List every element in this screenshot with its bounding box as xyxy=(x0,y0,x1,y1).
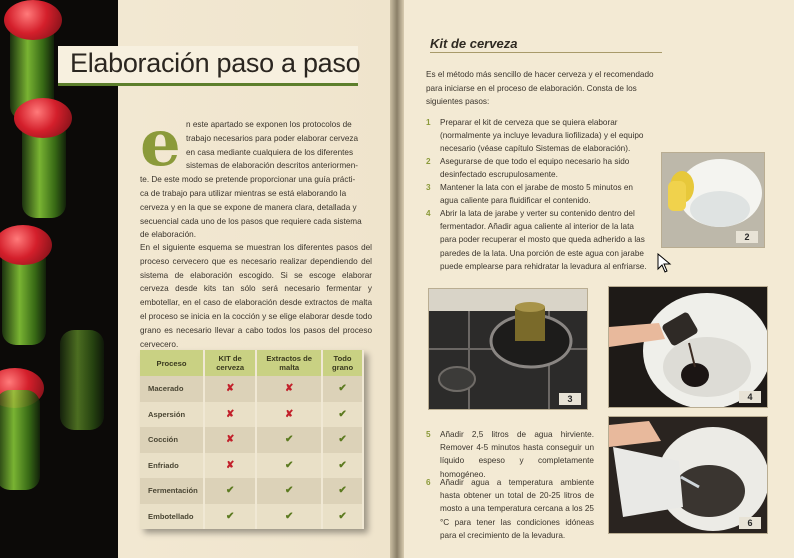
intro-line: cerveza y en la que se expone de manera clara, detallada y xyxy=(140,202,357,212)
page-title: Elaboración paso a paso xyxy=(70,48,361,78)
check-icon: ✔ xyxy=(284,434,294,446)
check-icon: ✔ xyxy=(338,510,347,522)
table-row xyxy=(140,427,363,453)
intro-line: sistemas de elaboración descritos anteriormen- xyxy=(186,161,359,171)
left-page xyxy=(0,0,395,558)
table-cell xyxy=(322,504,363,530)
step-number: 3 xyxy=(426,183,431,192)
step-number: 2 xyxy=(426,157,431,166)
step-text: Añadir 2,5 litros de agua hirviente. Remover 4-5 minutos hasta conseguir un líquido espeso y completamente homogéneo. xyxy=(440,430,594,479)
step-number: 5 xyxy=(426,430,431,439)
section-title: Kit de cerveza xyxy=(430,36,518,51)
table-row xyxy=(140,376,363,402)
table-cell xyxy=(204,453,256,479)
process-name: Embotellado xyxy=(140,504,204,530)
check-icon: ✔ xyxy=(284,459,294,471)
photo-number: 4 xyxy=(739,391,761,403)
table-header: Proceso xyxy=(140,350,204,376)
intro-line: n este apartado se exponen los protocolos de xyxy=(186,120,352,129)
step-text: Abrir la lata de jarabe y verter su contenido dentro del fermentador. Añadir agua caliente al interior de la lata para poder recuperar el mosto que queda adherido a las paredes de la lata. Una porción de este agua con jarabe puede emplearse para rehidratar la levadura al enfriarse. xyxy=(440,209,647,271)
right-page xyxy=(404,0,794,558)
table-cell xyxy=(256,402,322,428)
check-icon: ✔ xyxy=(338,408,347,420)
step-number: 1 xyxy=(426,118,431,127)
photo-pot-on-stove xyxy=(428,288,588,410)
book-gutter xyxy=(390,0,404,558)
process-table xyxy=(140,350,364,529)
table-row xyxy=(140,478,363,504)
step-item xyxy=(426,428,594,481)
cross-icon: ✘ xyxy=(225,383,235,395)
check-icon: ✔ xyxy=(338,383,347,395)
table-cell xyxy=(322,376,363,402)
table-row xyxy=(140,402,363,428)
table-cell xyxy=(322,402,363,428)
table-cell xyxy=(256,376,322,402)
intro-line: secuencial cada uno de los pasos que requiere cada sistema xyxy=(140,216,362,226)
cross-icon: ✘ xyxy=(225,434,235,446)
cross-icon: ✘ xyxy=(284,383,294,395)
process-name: Macerado xyxy=(140,376,204,402)
intro-line: en casa mediante cualquiera de los diferentes xyxy=(186,147,354,157)
table-cell xyxy=(256,427,322,453)
cross-icon: ✘ xyxy=(225,459,235,471)
intro-paragraph xyxy=(140,118,372,242)
process-name: Enfriado xyxy=(140,453,204,479)
section-intro: Es el método más sencillo de hacer cerveza y el recomendado para iniciarse en el proceso de elaboración. Consta de los siguientes pasos: xyxy=(426,70,654,107)
mouse-pointer-icon xyxy=(657,253,673,273)
check-icon: ✔ xyxy=(225,485,235,497)
table-header: Todo grano xyxy=(322,350,363,376)
step-item xyxy=(426,207,652,273)
table-cell xyxy=(256,504,322,530)
process-name: Cocción xyxy=(140,427,204,453)
check-icon: ✔ xyxy=(284,510,294,522)
table-cell xyxy=(204,504,256,530)
check-icon: ✔ xyxy=(338,485,347,497)
step-text: Mantener la lata con el jarabe de mosto 5 minutos en agua caliente para fluidificar el contenido. xyxy=(440,183,633,206)
table-cell xyxy=(322,453,363,479)
step-item xyxy=(426,476,594,542)
step-item xyxy=(426,181,652,207)
check-icon: ✔ xyxy=(338,459,347,471)
table-cell xyxy=(322,478,363,504)
intro-line: te. De este modo se pretende proporcionar una guía prácti- xyxy=(140,175,356,185)
photo-pouring-syrup xyxy=(608,286,768,408)
table-cell xyxy=(322,427,363,453)
intro-line: ca de trabajo para utilizar mientras se está elaborando la xyxy=(140,188,347,198)
step-text: Asegurarse de que todo el equipo necesario ha sido desinfectado escrupulosamente. xyxy=(440,157,630,180)
table-row xyxy=(140,453,363,479)
step-text: Añadir agua a temperatura ambiente hasta obtener un total de 20-25 litros de mosto a una temperatura cercana a los 25 °C para tener las condiciones idóneas para el crecimiento de la levadura. xyxy=(440,478,594,540)
table-header: Extractos de malta xyxy=(256,350,322,376)
table-cell xyxy=(256,478,322,504)
table-cell xyxy=(204,376,256,402)
step-item xyxy=(426,116,652,156)
table-cell xyxy=(204,478,256,504)
table-row xyxy=(140,504,363,530)
intro-line: trabajo necesarios para poder elaborar cerveza xyxy=(186,133,359,143)
photo-adding-water xyxy=(608,416,768,534)
step-item xyxy=(426,155,652,181)
drop-cap: e xyxy=(140,106,181,181)
check-icon: ✔ xyxy=(225,510,235,522)
intro-line: de elaboración. xyxy=(140,230,196,240)
process-name: Fermentación xyxy=(140,478,204,504)
check-icon: ✔ xyxy=(284,485,294,497)
table-cell xyxy=(204,427,256,453)
table-cell xyxy=(204,402,256,428)
photo-number: 2 xyxy=(736,231,758,243)
section-rule xyxy=(430,52,662,53)
step-number: 6 xyxy=(426,478,431,487)
table-cell xyxy=(256,453,322,479)
step-number: 4 xyxy=(426,209,431,218)
step-text: Preparar el kit de cerveza que se quiera elaborar (normalmente ya incluye levadura liofilizada) y el equipo necesario (véase capítulo Sistemas de elaboración). xyxy=(440,118,644,154)
cross-icon: ✘ xyxy=(284,408,294,420)
photo-number: 6 xyxy=(739,517,761,529)
check-icon: ✔ xyxy=(338,434,347,446)
process-name: Aspersión xyxy=(140,402,204,428)
photo-pouring-bucket xyxy=(661,152,765,248)
photo-number: 3 xyxy=(559,393,581,405)
table-header: KIT de cerveza xyxy=(204,350,256,376)
scheme-paragraph: En el siguiente esquema se muestran los diferentes pasos del proceso cervecero que es necesario realizar dependiendo del sistema de elaboración escogido. Si se escoge elaborar cerveza desde kits tan sólo será necesario fermentar y embotellar, en el caso de elaboración desde extractos de malta el proceso se inicia en la cocción y se elige elaborar desde todo grano es necesario llevar a cabo todos los pasos del proceso cervecero. xyxy=(140,243,372,349)
cross-icon: ✘ xyxy=(225,408,235,420)
